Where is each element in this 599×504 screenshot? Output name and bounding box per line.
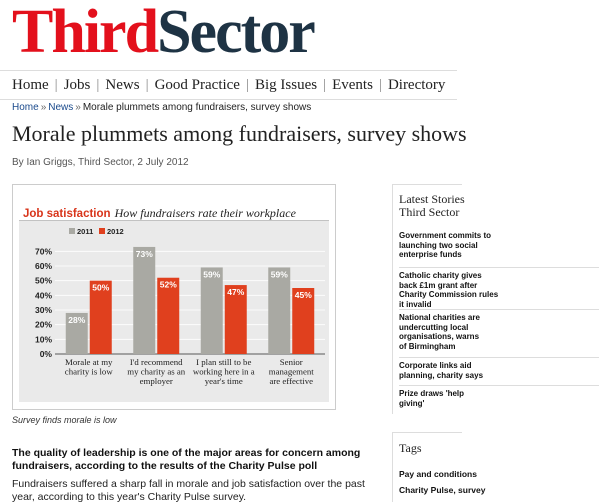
chart-image-frame <box>12 184 336 410</box>
latest-story-line: enterprise funds <box>399 250 462 259</box>
breadcrumb-news[interactable]: News <box>48 102 74 113</box>
y-tick-label: 40% <box>34 290 52 301</box>
story-divider <box>399 357 599 358</box>
bar-value-label: 73% <box>135 248 153 259</box>
legend-swatch-2012 <box>99 228 105 234</box>
bar-value-label: 52% <box>159 279 177 290</box>
latest-story-line: of Birmingham <box>399 341 456 351</box>
latest-story-line: giving' <box>399 398 425 408</box>
latest-story-link[interactable] <box>399 389 599 408</box>
bar-value-label: 50% <box>92 282 110 293</box>
article-headline: Morale plummets among fundraisers, survey shows <box>12 121 467 146</box>
category-label: employer <box>139 376 173 386</box>
bar-2011-3 <box>268 267 290 354</box>
nav-separator: | <box>323 77 327 93</box>
job-satisfaction-chart <box>19 204 329 402</box>
category-label: are effective <box>269 376 314 386</box>
story-divider <box>399 309 599 310</box>
site-logo[interactable] <box>12 0 314 66</box>
y-tick-label: 0% <box>39 349 52 359</box>
breadcrumb-separator: » <box>40 102 47 113</box>
article-byline: By Ian Griggs, Third Sector, 2 July 2012 <box>12 157 189 168</box>
y-tick-label: 70% <box>34 246 52 257</box>
y-tick-label: 50% <box>34 275 52 286</box>
legend-label-2011: 2011 <box>77 227 94 236</box>
latest-stories-title-line2: Third Sector <box>399 205 460 219</box>
latest-story-link[interactable] <box>399 231 599 260</box>
latest-story-line: Catholic charity gives <box>399 271 482 280</box>
nav-separator: | <box>145 77 149 93</box>
logo-sector: Sector <box>157 0 314 66</box>
article-lead: The quality of leadership is one of the major areas for concern among fundraisers, according to the results of the Charity Pulse poll <box>12 447 361 472</box>
logo-third: Third <box>12 0 158 66</box>
main-nav <box>0 70 457 100</box>
bar-value-label: 59% <box>203 269 221 280</box>
category-label: I plan still to be <box>196 357 252 367</box>
chart-title-bold: Job satisfaction <box>23 208 111 220</box>
category-label: management <box>268 366 314 377</box>
latest-story-line: Government commits to <box>399 231 492 240</box>
story-divider <box>399 267 599 268</box>
bar-2011-1 <box>133 247 155 354</box>
latest-story-line: launching two social <box>399 240 478 250</box>
latest-stories-panel <box>392 184 499 414</box>
nav-separator: | <box>245 77 249 93</box>
bar-value-label: 45% <box>294 290 312 300</box>
y-tick-label: 30% <box>34 305 52 315</box>
bar-value-label: 28% <box>68 314 86 325</box>
tag-charity-pulse[interactable]: Charity Pulse, survey <box>399 485 486 495</box>
category-label: Morale at my <box>65 357 113 367</box>
y-tick-label: 20% <box>34 319 52 330</box>
latest-story-line: back £1m grant after <box>399 280 478 290</box>
legend-label-2012: 2012 <box>107 227 124 236</box>
latest-story-line: Corporate links aid <box>399 361 472 370</box>
latest-stories-title <box>399 193 599 219</box>
category-label: working here in a <box>192 366 255 377</box>
tag-pay-and-conditions[interactable]: Pay and conditions <box>399 469 477 479</box>
bar-value-label: 59% <box>270 269 288 280</box>
nav-home[interactable]: Home <box>12 77 49 93</box>
latest-story-link[interactable] <box>399 313 599 351</box>
latest-story-line: organisations, warns <box>399 332 480 341</box>
category-label: charity is low <box>64 366 113 377</box>
bar-2011-2 <box>201 267 223 354</box>
y-tick-label: 10% <box>34 334 52 345</box>
nav-separator: | <box>378 77 382 93</box>
breadcrumb-separator: » <box>75 102 81 113</box>
chart-caption: Survey finds morale is low <box>12 415 117 425</box>
tags-panel <box>392 432 486 502</box>
category-label: my charity as an <box>127 366 186 377</box>
latest-stories-title-line1: Latest Stories <box>399 192 465 206</box>
nav-separator: | <box>96 77 100 93</box>
breadcrumb-home[interactable]: Home <box>12 102 39 113</box>
latest-story-line: National charities are <box>399 313 480 322</box>
category-label: Senior <box>279 357 303 367</box>
story-divider <box>399 385 599 386</box>
latest-story-line: undercutting local <box>399 322 469 332</box>
nav-big-issues[interactable]: Big Issues <box>254 77 318 93</box>
latest-story-line: Prize draws 'help <box>399 389 465 398</box>
tags-title: Tags <box>399 441 422 455</box>
latest-story-line: Charity Commission rules <box>399 290 499 299</box>
nav-events[interactable]: Events <box>332 77 373 93</box>
nav-jobs[interactable]: Jobs <box>63 77 91 93</box>
breadcrumb-current: Morale plummets among fundraisers, survey shows <box>82 102 312 113</box>
breadcrumb <box>12 102 311 113</box>
nav-news[interactable]: News <box>105 77 140 93</box>
bar-value-label: 47% <box>227 287 245 298</box>
chart-title-italic: How fundraisers rate their workplace <box>114 206 296 220</box>
latest-story-link[interactable] <box>399 361 599 380</box>
y-tick-label: 60% <box>34 261 52 271</box>
nav-directory[interactable]: Directory <box>387 77 446 93</box>
nav-separator: | <box>54 77 58 93</box>
legend-swatch-2011 <box>69 228 75 234</box>
category-label: I'd recommend <box>129 357 183 367</box>
category-label: year's time <box>204 376 243 386</box>
article-body: Fundraisers suffered a sharp fall in morale and job satisfaction over the past year, according to this year's Charity Pulse survey. <box>12 478 365 503</box>
nav-good-practice[interactable]: Good Practice <box>154 77 240 93</box>
latest-story-link[interactable] <box>399 271 599 309</box>
latest-story-line: planning, charity says <box>399 370 484 380</box>
latest-story-line: it invalid <box>399 299 432 309</box>
